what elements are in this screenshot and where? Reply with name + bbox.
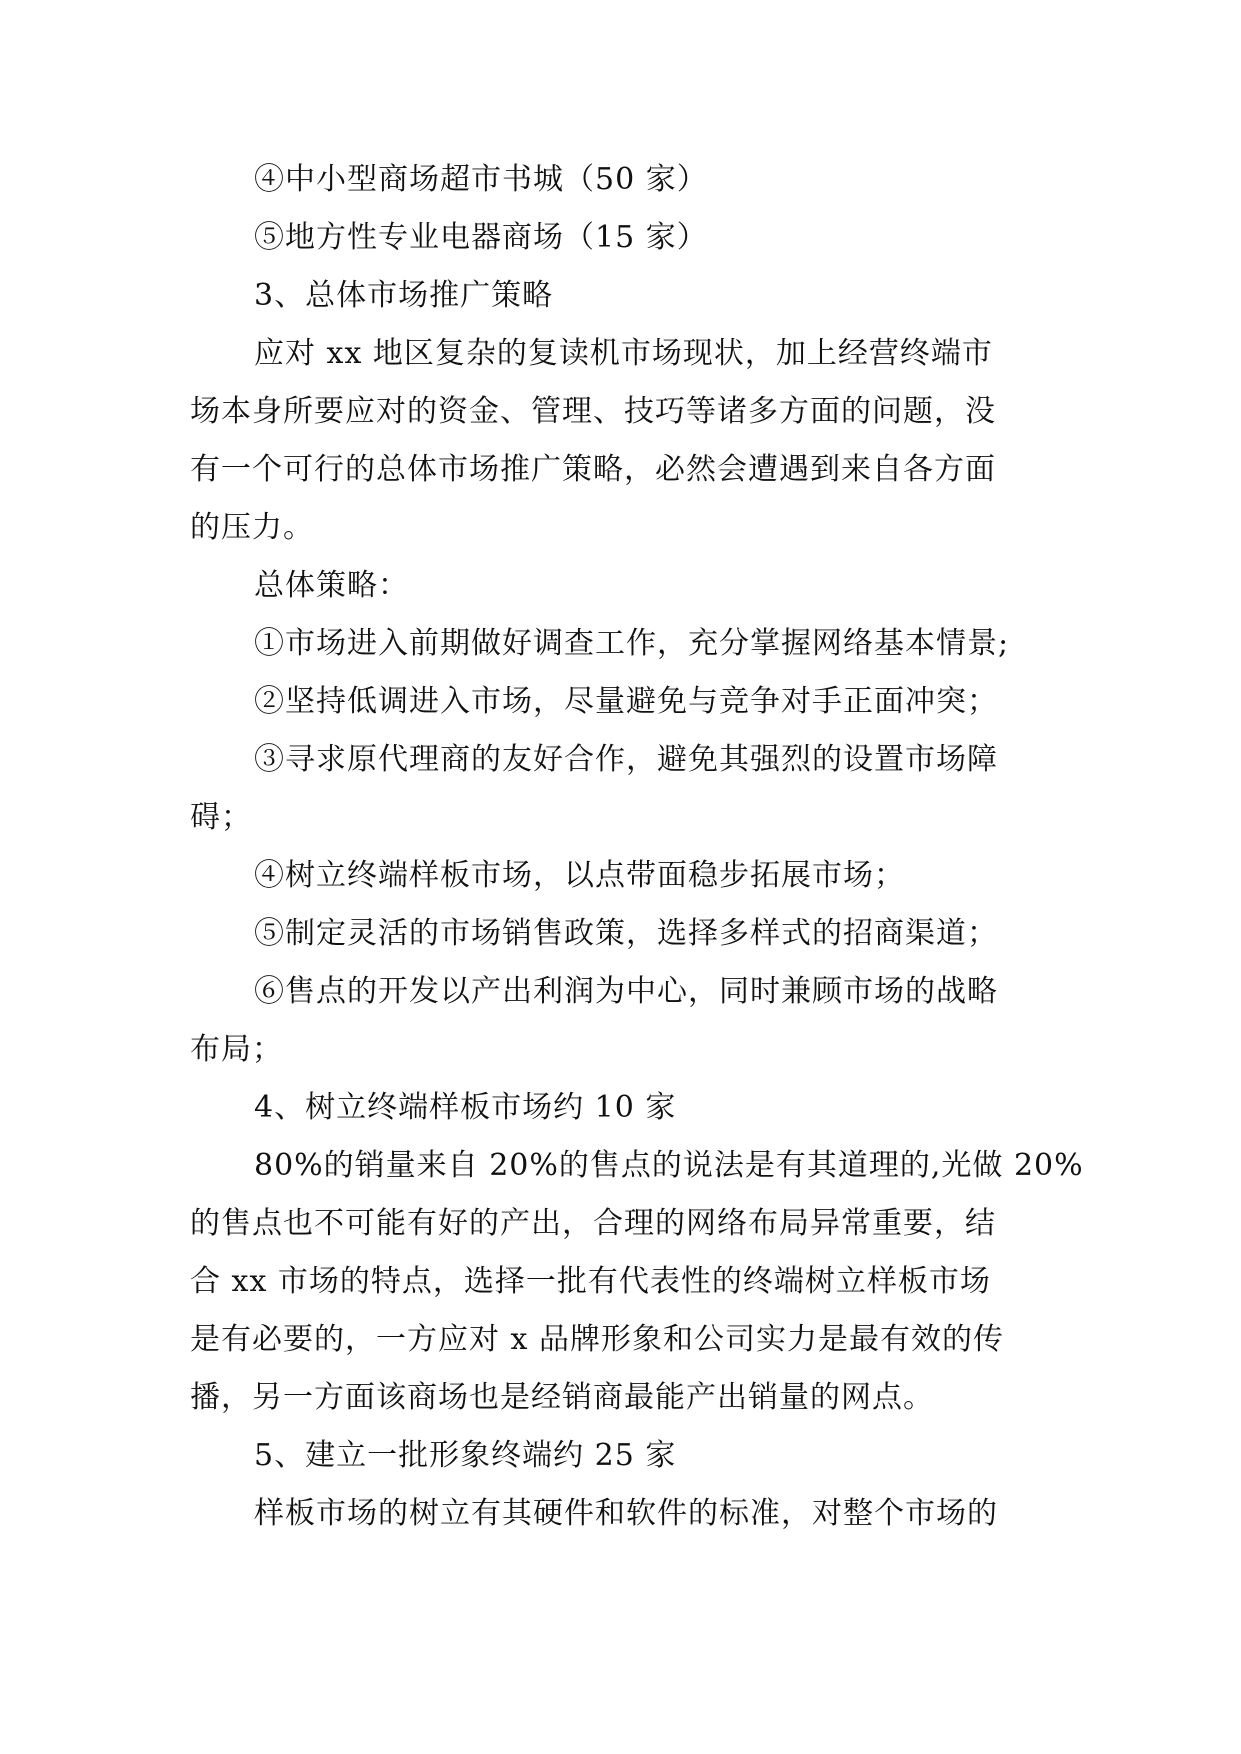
text-line: 80%的销量来自 20%的售点的说法是有其道理的,光做 20%	[254, 1148, 1084, 1183]
text-line: 的压力。	[190, 510, 314, 545]
text-line: 样板市场的树立有其硬件和软件的标准，对整个市场的	[254, 1496, 998, 1531]
text-line: 是有必要的，一方应对 x 品牌形象和公司实力是最有效的传	[190, 1322, 1004, 1357]
document-body	[190, 151, 1084, 1543]
text-line: ④中小型商场超市书城（50 家）	[254, 162, 708, 197]
section-heading: 5、建立一批形象终端约 25 家	[254, 1438, 677, 1473]
list-item: ⑤制定灵活的市场销售政策，选择多样式的招商渠道；	[254, 916, 998, 951]
text-line: 碍；	[190, 800, 252, 835]
list-item: ④树立终端样板市场，以点带面稳步拓展市场；	[254, 858, 905, 893]
section-heading: 4、树立终端样板市场约 10 家	[254, 1090, 677, 1125]
list-item: ②坚持低调进入市场，尽量避免与竞争对手正面冲突；	[254, 684, 998, 719]
text-line: 应对 xx 地区复杂的复读机市场现状，加上经营终端市	[254, 336, 993, 371]
text-line: 播，另一方面该商场也是经销商最能产出销量的网点。	[190, 1380, 934, 1415]
text-line: 的售点也不可能有好的产出，合理的网络布局异常重要，结	[190, 1206, 996, 1241]
text-line: 布局；	[190, 1032, 283, 1067]
text-line: 合 xx 市场的特点，选择一批有代表性的终端树立样板市场	[190, 1264, 991, 1299]
text-line: ⑤地方性专业电器商场（15 家）	[254, 220, 708, 255]
list-item: ⑥售点的开发以产出利润为中心，同时兼顾市场的战略	[254, 974, 998, 1009]
text-line: 场本身所要应对的资金、管理、技巧等诸多方面的问题，没	[190, 394, 996, 429]
list-item: ①市场进入前期做好调查工作，充分掌握网络基本情景;	[254, 626, 1010, 661]
list-item: ③寻求原代理商的友好合作，避免其强烈的设置市场障	[254, 742, 998, 777]
text-line: 有一个可行的总体市场推广策略，必然会遭遇到来自各方面	[190, 452, 996, 487]
section-heading: 3、总体市场推广策略	[254, 278, 554, 313]
text-line: 总体策略：	[254, 568, 409, 603]
